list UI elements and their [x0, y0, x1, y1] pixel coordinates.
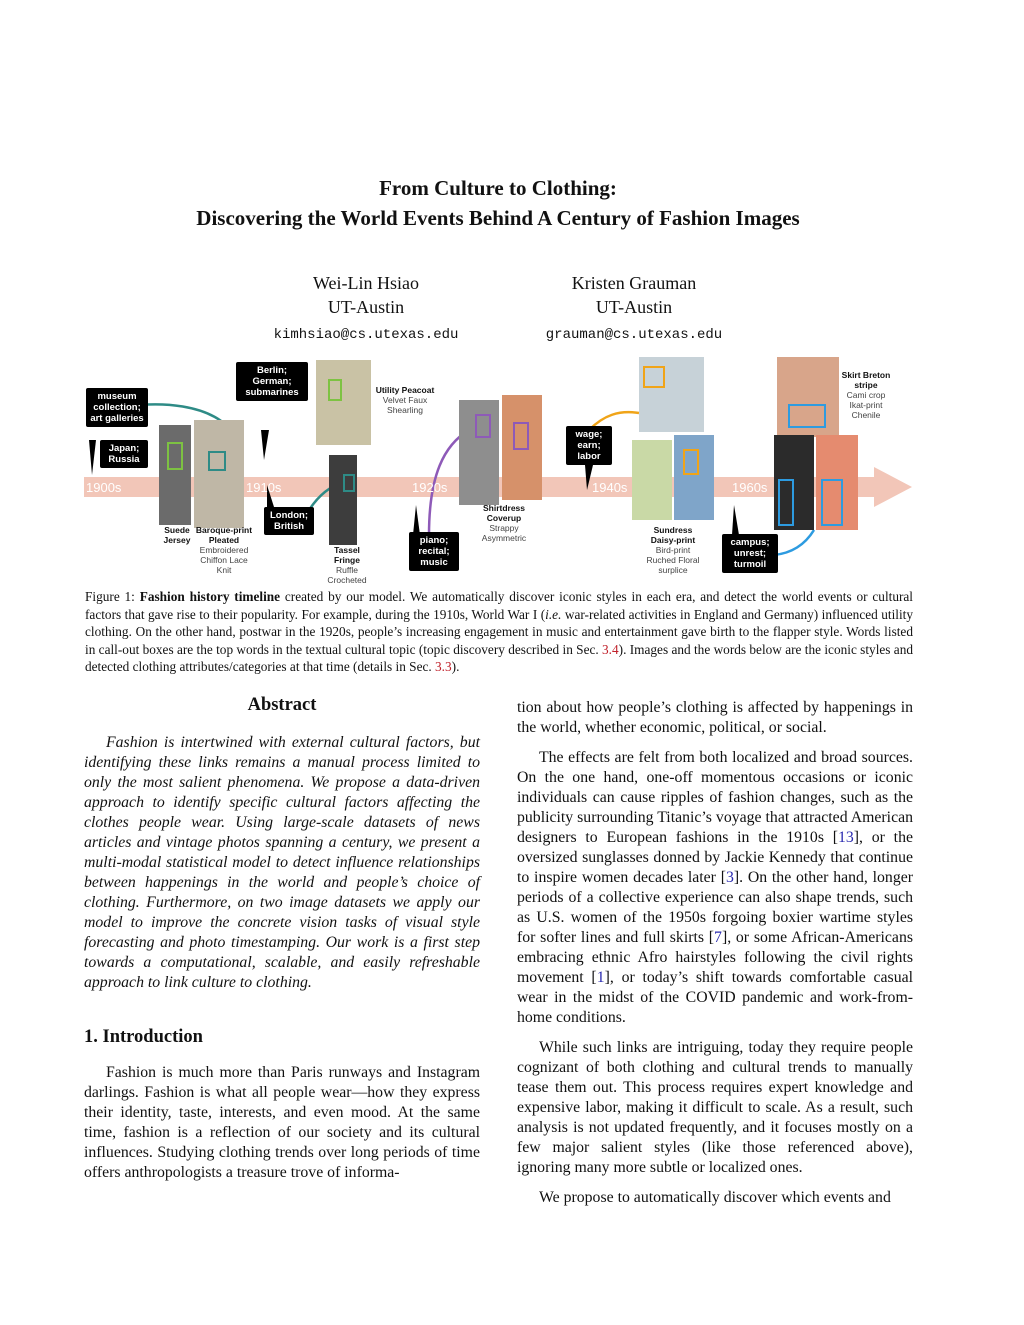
right-paragraph-2: While such links are intriguing, today they require people cognizant of both clothing and cultural trends to manually tease them out. This process requires expert knowledge and expensive labor, making it difficult to scale. As a result, such analysis is not updated frequently, and it focuses mostly on a few major salient styles (like those referenced above), ignoring many more subtle or localized ones. [517, 1039, 913, 1176]
abstract-heading: Abstract [247, 695, 317, 715]
section-link[interactable]: 3.4 [602, 641, 619, 657]
era-1900s: 1900s [86, 480, 122, 495]
citation-link[interactable]: 3 [725, 869, 734, 886]
section-link[interactable]: 3.3 [435, 659, 452, 675]
author-2 [529, 271, 739, 347]
right-column [517, 698, 913, 1218]
citation-link[interactable]: 13 [838, 829, 854, 846]
callout-museum: museum collection; art galleries [86, 388, 148, 427]
author-email: grauman@cs.utexas.edu [545, 327, 723, 343]
author-email: kimhsiao@cs.utexas.edu [273, 327, 459, 343]
author-affiliation: UT-Austin [595, 297, 673, 317]
title-line-2: Discovering the World Events Behind A Century of Fashion Images [196, 206, 800, 230]
callout-berlin: Berlin; German; submarines [236, 362, 308, 401]
author-name: Kristen Grauman [571, 273, 697, 293]
era-1960s: 1960s [732, 480, 768, 495]
paper-title [0, 173, 996, 233]
callout-london: London; British [264, 507, 314, 535]
right-paragraph-3: We propose to automatically discover which events and [539, 1189, 891, 1206]
attrs-utility: Utility Peacoat Velvet Faux Shearling [375, 385, 435, 415]
right-paragraph-1: The effects are felt from both localized and broad sources. On the one hand, one-off momentous occasions or iconic individuals can cause ripples of fashion changes, such as the publicity surrounding Titanic’s voyage that attracted American designers to European fashions in the 1910s [13], or the oversized sunglasses donned by Jackie Kennedy that continue to inspire women decades later [3]. On the other hand, longer periods of a collective experience can also shape trends, such as U.S. women of the 1950s forgoing boxier wartime styles for softer lines and full skirts [7], or some African-Americans embracing ethnic Afro hairstyles following the civil rights movement [1], or today’s shift towards comfortable casual wear in the midst of the COVID pandemic and work-from-home conditions. [517, 749, 913, 1026]
author-1 [266, 271, 466, 347]
attrs-sundress: Sundress Daisy-print Bird-print Ruched Floral surplice [646, 525, 700, 575]
left-column [84, 695, 480, 1193]
intro-heading: 1. Introduction [84, 1027, 203, 1047]
era-1940s: 1940s [592, 480, 628, 495]
callout-wage: wage; earn; labor [566, 426, 612, 465]
title-line-1: From Culture to Clothing: [379, 176, 617, 200]
right-paragraph-0: tion about how people’s clothing is affected by happenings in the world, whether economic, political, or social. [517, 699, 913, 736]
author-affiliation: UT-Austin [327, 297, 405, 317]
figure-timeline [84, 355, 914, 587]
attrs-baroque: Baroque-print Pleated Embroidered Chiffon Lace Knit [195, 525, 253, 575]
callout-japan: Japan; Russia [100, 440, 148, 468]
attrs-skirt: Skirt Breton stripe Cami crop Ikat-print Chenile [841, 370, 891, 420]
abstract-body: Fashion is intertwined with external cultural factors, but identifying these links remains a manual process limited to only the most salient phenomena. We propose a data-driven approach to identify specific cultural factors affecting the clothes people wear. Using large-scale datasets of news articles and vintage photos spanning a century, we present a multi-modal statistical model to detect influence relationships between happenings in the world and people’s choice of clothing. Furthermore, on two image datasets we apply our model to improve the concrete vision tasks of visual style forecasting and photo timestamping. Our work is a first step towards a computational, scalable, and easily refreshable approach to link culture to clothing. [84, 734, 480, 991]
citation-link[interactable]: 7 [714, 929, 722, 946]
attrs-suede: Suede Jersey [163, 525, 191, 545]
blue-arrow [774, 530, 814, 555]
era-1910s: 1910s [246, 480, 282, 495]
callout-campus: campus; unrest; turmoil [722, 534, 778, 573]
era-1920s: 1920s [412, 480, 448, 495]
attrs-shirtdress: Shirtdress Coverup Strappy Asymmetric [481, 503, 527, 543]
intro-paragraph-1: Fashion is much more than Paris runways and Instagram darlings. Fashion is what all people wear—how they express their identity, taste, interests, and even mood. At the same time, fashion is a reflection of our society and its cultural influences. Studying clothing trends over long periods of time offers anthropologists a treasure trove of informa- [84, 1064, 480, 1181]
author-name: Wei-Lin Hsiao [312, 273, 420, 293]
attrs-tassel: Tassel Fringe Ruffle Crocheted [327, 545, 367, 585]
citation-link[interactable]: 1 [596, 969, 605, 986]
callout-piano: piano; recital; music [409, 532, 459, 571]
figure-caption: Figure 1: Fashion history timeline created by our model. We automatically discover iconic styles in each era, and detect the world events or cultural factors that gave rise to their popularity. For example, during the 1910s, World War I (i.e. war-related activities in England and Germany) influenced utility clothing. On the other hand, postwar in the 1920s, people’s increasing engagement in music and entertainment gave birth to the flapper style. Words listed in call-out boxes are the top words in the textual cultural topic (topic discovery described in Sec. 3.4). Images and the words below are the iconic styles and detected clothing attributes/categories at that time (details in Sec. 3.3). [85, 589, 914, 675]
